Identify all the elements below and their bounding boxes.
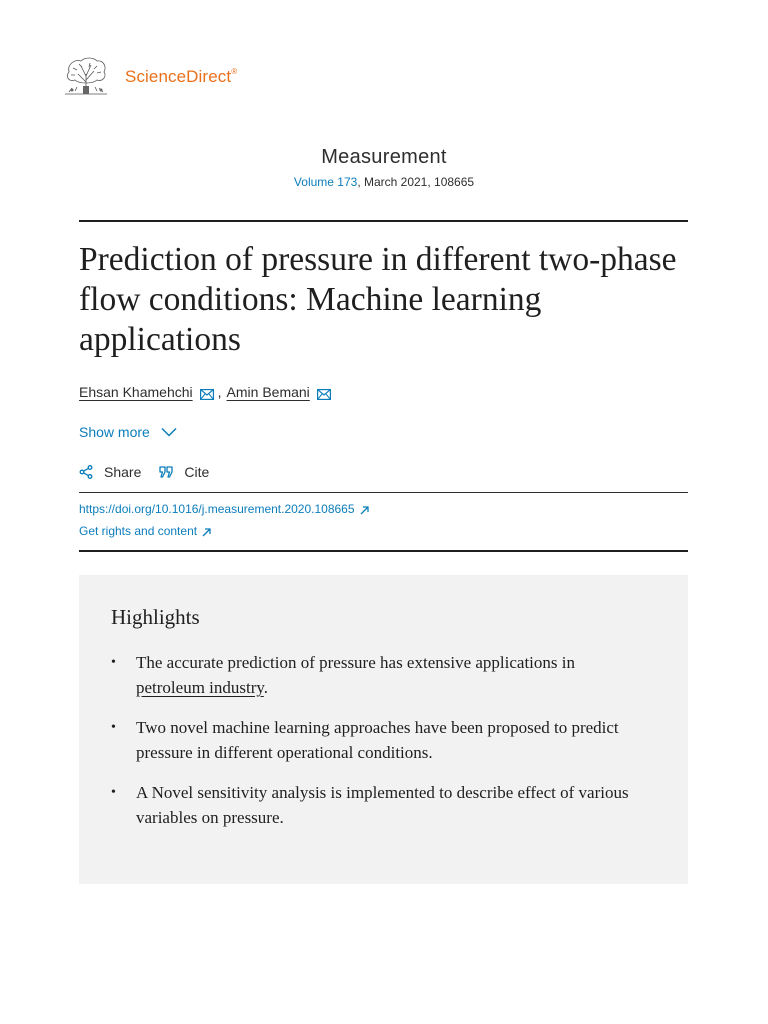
share-button[interactable] [79, 464, 141, 480]
rights-label: Get rights and content [79, 524, 198, 538]
journal-issue-info [0, 175, 768, 189]
journal-info [0, 146, 768, 189]
issue-details: , March 2021, 108665 [357, 175, 475, 189]
show-more-label: Show more [79, 424, 150, 440]
author-separator: , [217, 384, 222, 400]
metadata-divider [79, 550, 688, 552]
elsevier-tree-icon [63, 56, 109, 96]
cite-button[interactable] [159, 464, 209, 480]
sciencedirect-wordmark: ScienceDirect® [125, 66, 238, 86]
highlight-item: • Two novel machine learning approaches have been proposed to predict pressure in different operational conditions. [111, 715, 631, 765]
article-actions [79, 464, 209, 480]
author-list [79, 384, 331, 400]
highlights-heading: Highlights [111, 605, 200, 629]
mail-icon[interactable] [317, 389, 331, 400]
highlights-list [111, 650, 631, 845]
external-link-icon [360, 506, 369, 515]
share-label: Share [104, 464, 142, 480]
doi-link[interactable] [79, 502, 369, 516]
mail-icon[interactable] [200, 389, 214, 400]
petroleum-industry-link[interactable]: petroleum industry [136, 678, 264, 697]
quote-icon [159, 466, 173, 478]
show-more-button[interactable] [79, 424, 177, 440]
author-link[interactable]: Ehsan Khamehchi [79, 384, 193, 400]
header-divider [79, 220, 688, 222]
journal-title-link[interactable]: Measurement [321, 146, 447, 168]
cite-label: Cite [184, 464, 210, 480]
author-link[interactable]: Amin Bemani [226, 384, 310, 400]
highlight-item: • A Novel sensitivity analysis is implemented to describe effect of various variables on pressure. [111, 780, 631, 830]
external-link-icon [202, 528, 211, 537]
highlight-item: • The accurate prediction of pressure has extensive applications in petroleum industry. [111, 650, 631, 700]
share-icon [79, 465, 93, 479]
sciencedirect-logo[interactable] [63, 56, 237, 96]
doi-label: https://doi.org/10.1016/j.measurement.2020.108665 [79, 502, 355, 516]
chevron-down-icon [161, 427, 177, 437]
highlights-panel [79, 575, 688, 884]
article-title: Prediction of pressure in different two-phase flow conditions: Machine learning applications [79, 241, 677, 358]
rights-link[interactable] [79, 524, 211, 538]
actions-divider [79, 492, 688, 493]
volume-link[interactable]: Volume 173 [293, 175, 358, 189]
